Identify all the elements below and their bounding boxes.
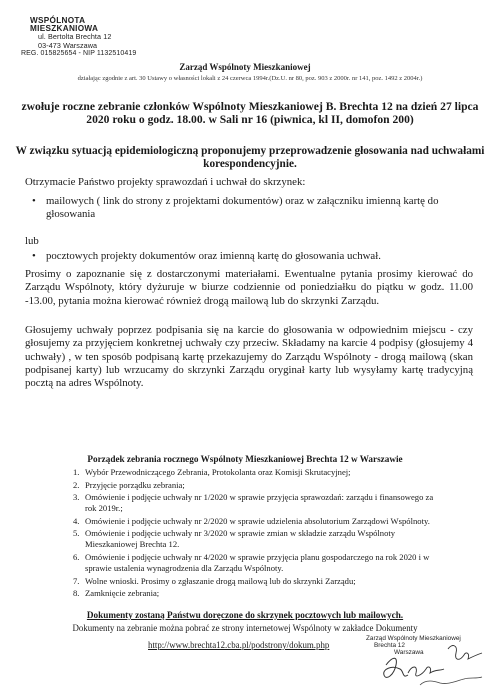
agenda-item-number: 6.: [73, 551, 80, 562]
agenda-item-number: 4.: [73, 515, 80, 526]
signature-stroke-4: [420, 677, 482, 685]
bullet-postal-text: pocztowych projekty dokumentów oraz imienną kartę do głosowania uchwał.: [46, 250, 381, 262]
stamp-name: WSPÓLNOTA MIESZKANIOWA: [30, 16, 99, 34]
agenda-item-text: Zamknięcie zebrania;: [85, 588, 160, 599]
agenda-item-text: Wybór Przewodniczącego Zebrania, Protokolanta oraz Komisji Skrutacyjnej;: [85, 467, 351, 477]
stamp-street: ul. Bertolta Brechta 12: [38, 32, 112, 42]
stamp-city: 03-473 Warszawa: [38, 40, 98, 50]
agenda-item: [73, 576, 443, 587]
agenda-item-number: 1.: [73, 467, 80, 477]
footer-download: Dokumenty na zebranie można pobrać ze strony internetowej Wspólnoty w zakładce Dokumenty: [72, 623, 418, 633]
agenda-item-number: 5.: [73, 528, 80, 539]
agenda-item-text: Omówienie i podjęcie uchwały nr 2/2020 w sprawie udzielenia absolutorium Zarządowi Wspólnoty.: [85, 515, 430, 526]
agenda-item-text: Omówienie i podjęcie uchwały nr 3/2020 w sprawie zmian w składzie zarządu Wspólnoty Mieszkaniowej Brechta 12.: [85, 528, 396, 550]
header-legal: działając zgodnie z art. 30 Ustawy o własności lokali z 24 czerwca 1994r.(Dz.U. nr 80, poz. 903 z 2000r. nr 141, poz. 1492 z 2004r.): [77, 75, 423, 82]
signature-stroke-1: [384, 658, 408, 677]
agenda-item: [73, 492, 443, 514]
agenda-item: [73, 552, 443, 574]
agenda-item-number: 7.: [73, 575, 80, 586]
agenda-item: [73, 467, 443, 478]
agenda-list: [73, 467, 443, 601]
agenda-item-number: 8.: [73, 588, 80, 599]
paragraph-questions: Prosimy o zapoznanie się z dostarczonymi materiałami. Ewentualne pytania prosimy kierować do Zarządu Wspólnoty, który dyżuruje w biurze codziennie od poniedziałku do piątku w godz. 11.00 -13.00, pytania można kierować również drogą mailową lub do skrzynki Zarządu.: [25, 268, 473, 307]
agenda-title: Porządek zebrania rocznego Wspólnoty Mieszkaniowej Brechta 12 w Warszawie: [87, 454, 403, 464]
agenda-item-number: 2.: [73, 479, 80, 490]
stamp-reg: REG. 015825654 - NIP 1132510419: [21, 49, 137, 57]
header-convene: zwołuje roczne zebranie członków Wspólnoty Mieszkaniowej B. Brechta 12 na dzień 27 lipca 2020 roku o godz. 18.00. w Sali nr 16 (piwnica, kl II, domofon 200): [21, 100, 479, 126]
signature-stamp-line1: Zarząd Wspólnoty Mieszkaniowej: [366, 635, 461, 642]
agenda-item-number: 3.: [73, 492, 80, 503]
bullet-email: [32, 195, 466, 222]
paragraph-voting: Głosujemy uchwały poprzez podpisania się na karcie do głosowania w odpowiednim miejscu - czy głosujemy za przyjęciem konkretnej uchwały czy przeciw. Składamy na karcie 4 podpisy (głosujemy 4 uchwały) , w ten sposób podpisaną kartę przekazujemy do Zarządu Wspólnoty - drogą mailową (skan podpisanej karty) lub wrzucamy do skrzynki Zarządu oryginał karty lub wysyłamy kartę tradycyjną pocztą na adres Wspólnoty.: [25, 324, 473, 390]
signature-stroke-3: [448, 646, 482, 660]
footer-url-link[interactable]: http://www.brechta12.cba.pl/podstrony/dokum.php: [148, 640, 330, 650]
agenda-item: [73, 480, 443, 491]
agenda-item-text: Przyjęcie porządku zebrania;: [85, 479, 185, 490]
handwritten-signature: [378, 635, 488, 691]
agenda-item-text: Omówienie i podjęcie uchwały nr 4/2020 w sprawie przyjęcia planu gospodarczego na rok 2020 i w sprawie ustalenia wynagrodzenia dla Zarządu Wspólnoty.: [85, 551, 430, 573]
header-org: Zarząd Wspólnoty Mieszkaniowej: [179, 62, 311, 72]
agenda-item: [73, 516, 443, 527]
bullet-postal: [32, 250, 466, 263]
bullet-dot-icon: •: [32, 250, 36, 262]
agenda-item: [73, 528, 443, 550]
agenda-item-text: Wolne wnioski. Prosimy o zgłaszanie drogą mailową lub do skrzynki Zarządu;: [85, 575, 356, 586]
agenda-item: [73, 588, 443, 599]
signature-stamp-line3: Warszawa: [394, 649, 424, 657]
bullet-dot-icon: •: [32, 195, 36, 207]
agenda-item-text: Omówienie i podjęcie uchwały nr 1/2020 w sprawie przyjęcia sprawozdań: zarządu i finansowego za rok 2019r.;: [85, 492, 434, 514]
signature-stamp-line2: Brechta 12: [374, 642, 405, 650]
intro-text: Otrzymacie Państwo projekty sprawozdań i uchwał do skrzynek:: [25, 176, 306, 188]
association-stamp: [21, 17, 151, 58]
or-text: lub: [25, 235, 39, 247]
footer-delivery: Dokumenty zostaną Państwu doręczone do skrzynek pocztowych lub mailowych.: [86, 610, 404, 620]
signature-stroke-2: [408, 667, 444, 676]
header-notice: W związku sytuacją epidemiologiczną proponujemy przeprowadzenie głosowania nad uchwałami korespondencyjnie.: [15, 145, 485, 170]
bullet-email-text: mailowych ( link do strony z projektami dokumentów) oraz w załączniku imienną kartę do głosowania: [46, 195, 439, 221]
